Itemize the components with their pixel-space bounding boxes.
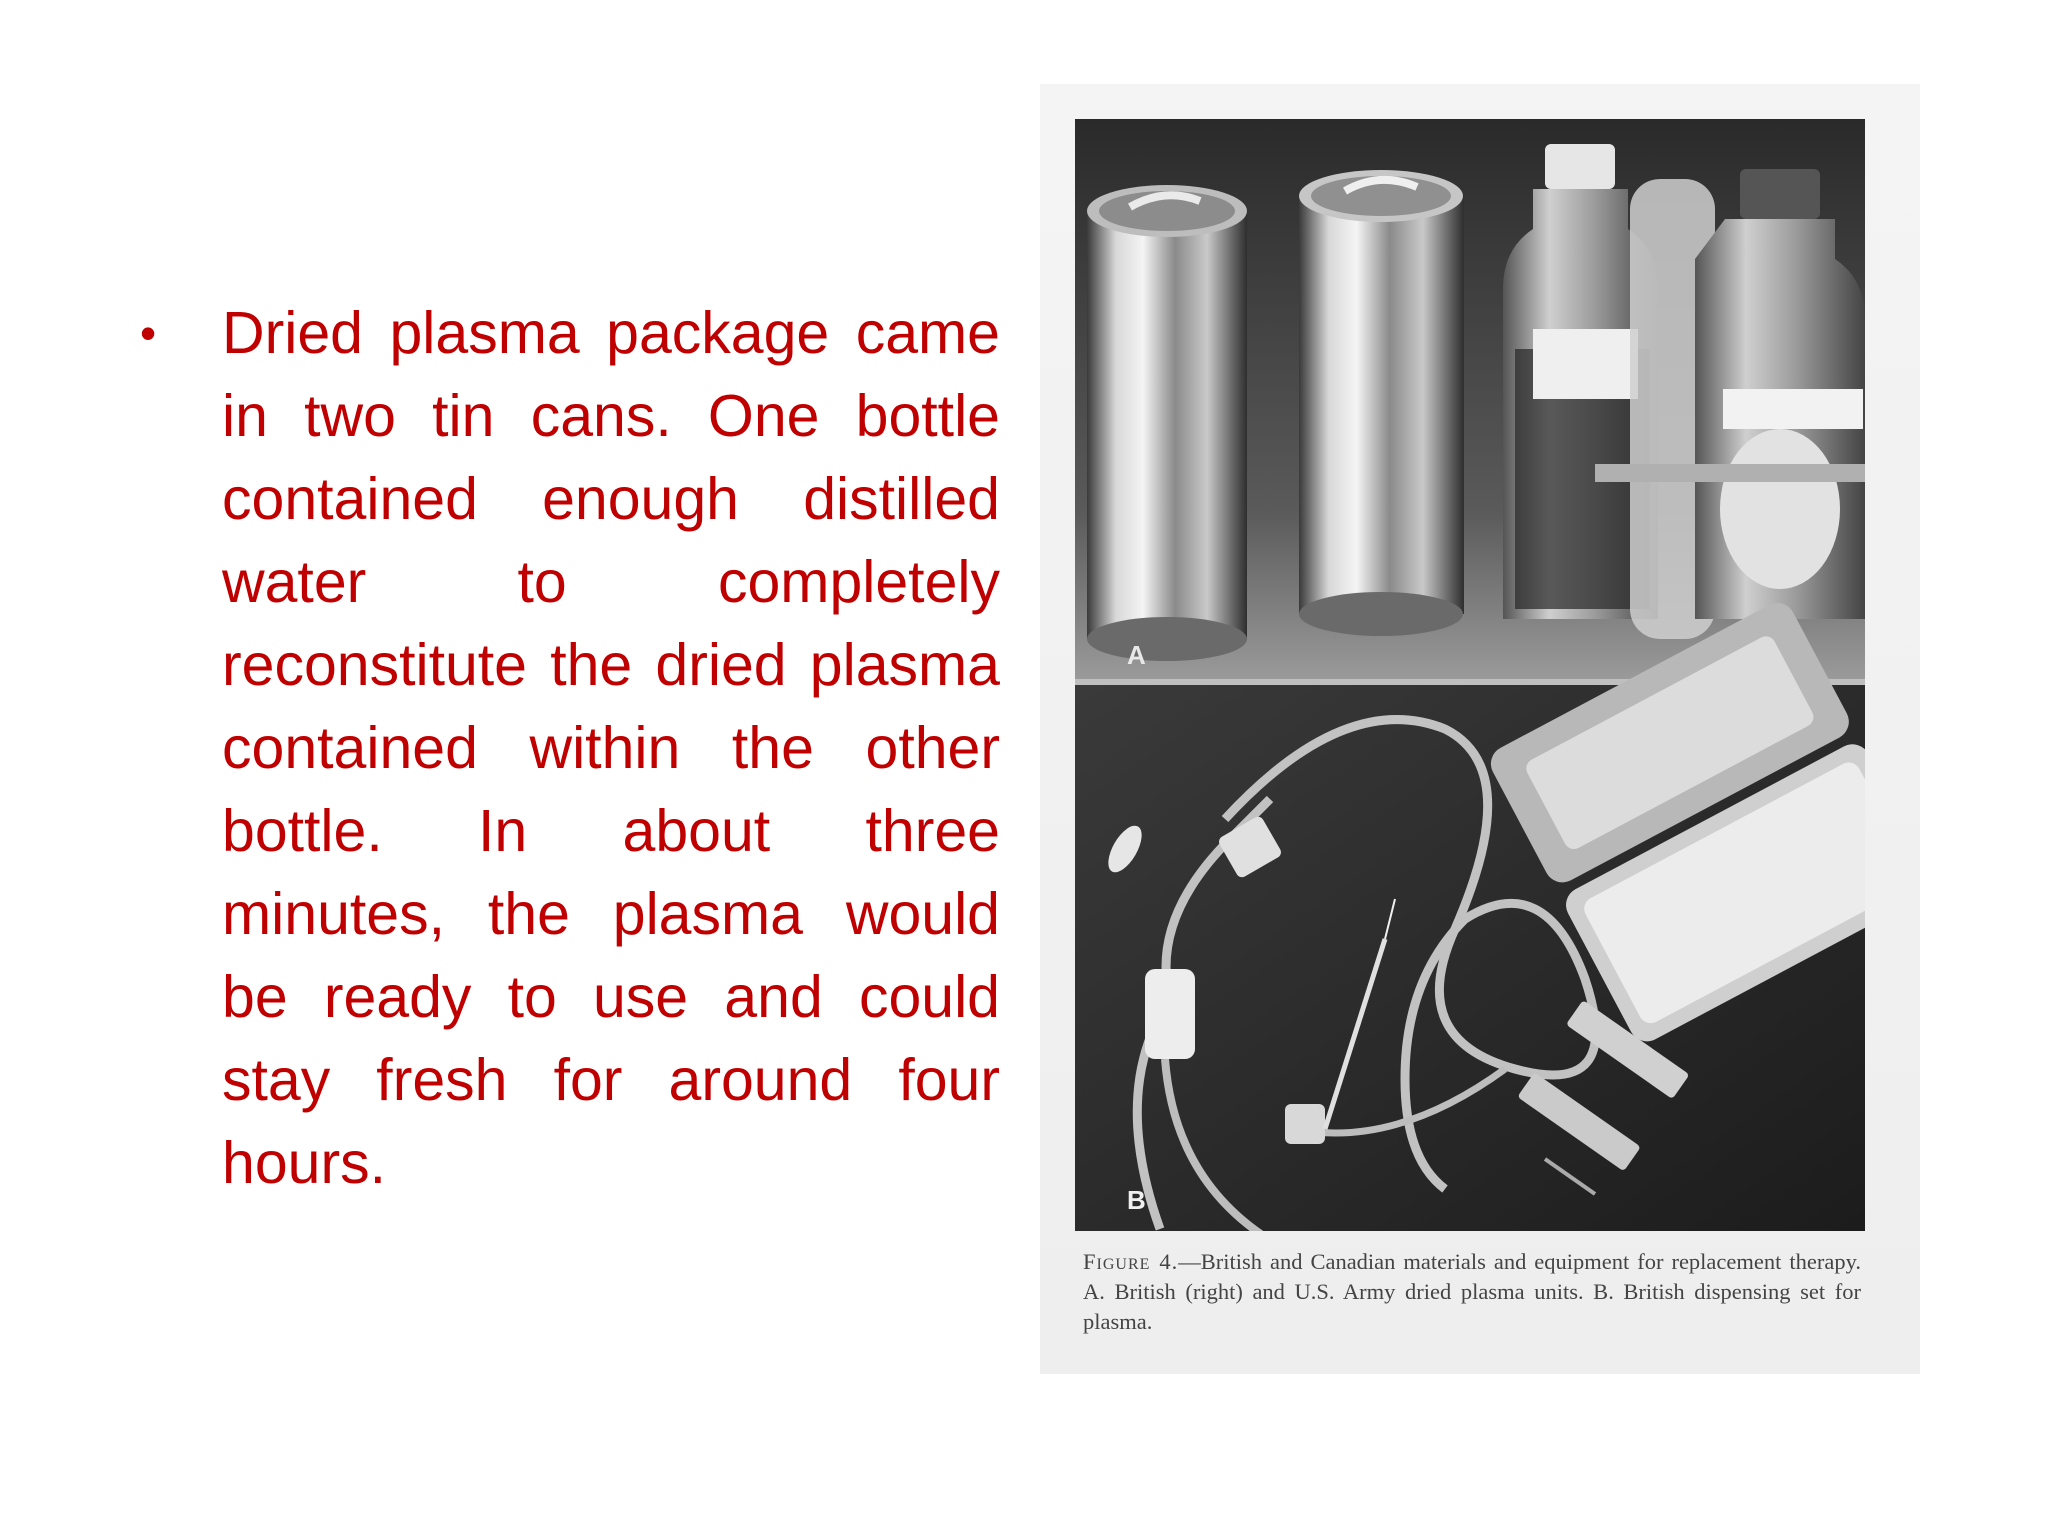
figure-caption-text: —British and Canadian materials and equipment for replacement therapy. A. British (right) and U.S. Army dried plasma units. B. British dispensing set for plasma. [1083,1249,1861,1334]
figure-photo [1075,119,1865,1231]
bullet-point-icon: • [140,307,157,359]
bullet-text: Dried plasma package came in two tin cans. One bottle contained enough distilled water to completely reconstitute the dried plasma contained within the other bottle. In about three minutes, the plasma would be ready to use and could stay fresh for around four hours. [222,300,1000,1196]
panel-a-label: A [1127,640,1146,670]
figure [1040,84,1920,1374]
panel-b-label: B [1127,1185,1146,1215]
figure-caption-label: Figure 4. [1083,1249,1179,1274]
figure-caption [1083,1247,1861,1337]
